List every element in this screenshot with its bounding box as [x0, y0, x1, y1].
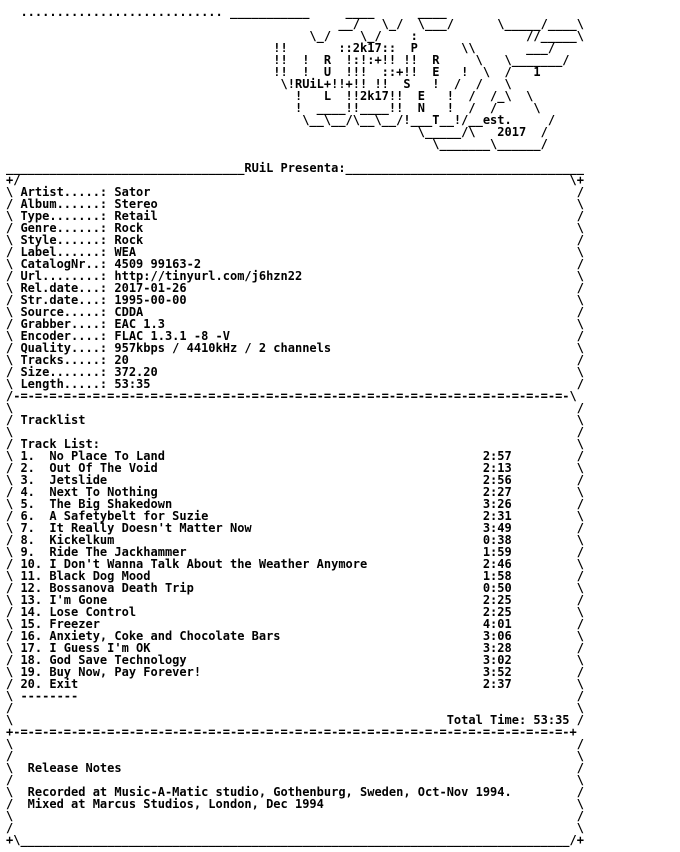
track-row: \ 5. The Big Shakedown 3:26 /	[6, 497, 584, 511]
border-line: / \	[6, 821, 584, 835]
track-row: / 20. Exit 2:37 \	[6, 677, 584, 691]
info-artist: \ Artist.....: Sator /	[6, 185, 584, 199]
border-line: \ -------- /	[6, 689, 584, 703]
ascii-line: !! ! U !!! ::+!! E ! \ / 1	[6, 65, 541, 79]
tracklist-heading: / Tracklist \	[6, 413, 584, 427]
info-source: \ Source.....: CDDA /	[6, 305, 584, 319]
track-row: \ 17. I Guess I'm OK 3:28 /	[6, 641, 584, 655]
nfo-document	[6, 6, 584, 846]
ascii-line: \_____/\ 2017 /	[6, 125, 548, 139]
total-time: \ Total Time: 53:35 /	[6, 713, 584, 727]
track-list-label: / Track List: \	[6, 437, 584, 451]
info-encoder: \ Encoder....: FLAC 1.3.1 -8 -V /	[6, 329, 584, 343]
track-row: / 14. Lose Control 2:25 \	[6, 605, 584, 619]
track-row: / 10. I Don't Wanna Talk About the Weather Anymore 2:46 \	[6, 557, 584, 571]
info-type: \ Type.......: Retail /	[6, 209, 584, 223]
ascii-line: !! ! R !:!:+!! !! R \ \_______/	[6, 53, 570, 67]
border-line: +/ \+	[6, 173, 584, 187]
track-row: \ 11. Black Dog Mood 1:58 /	[6, 569, 584, 583]
border-line: \ /	[6, 401, 584, 415]
border-line: \ /	[6, 809, 584, 823]
info-catalog: \ CatalogNr..: 4509 99163-2 /	[6, 257, 584, 271]
ascii-line: !! ::2k17:: P \\ ___/	[6, 41, 556, 55]
info-tracks: \ Tracks.....: 20 /	[6, 353, 584, 367]
ascii-line: \_______\______/	[6, 137, 548, 151]
border-line: / \	[6, 701, 584, 715]
track-row: / 12. Bossanova Death Trip 0:50 \	[6, 581, 584, 595]
track-row: \ 3. Jetslide 2:56 /	[6, 473, 584, 487]
track-row: \ 9. Ride The Jackhammer 1:59 /	[6, 545, 584, 559]
info-length: \ Length.....: 53:35 /	[6, 377, 584, 391]
border-line: +\____________________________________________________________________________/+	[6, 833, 584, 847]
info-url: / Url........: http://tinyurl.com/j6hzn22 \	[6, 269, 584, 283]
info-size: / Size.......: 372.20 \	[6, 365, 584, 379]
track-row: \ 7. It Really Doesn't Matter Now 3:49 /	[6, 521, 584, 535]
track-row: / 2. Out Of The Void 2:13 \	[6, 461, 584, 475]
info-quality: / Quality....: 957kbps / 4410kHz / 2 channels \	[6, 341, 584, 355]
divider: /-=-=-=-=-=-=-=-=-=-=-=-=-=-=-=-=-=-=-=-=-=-=-=-=-=-=-=-=-=-=-=-=-=-=-=-=-=-=-\	[6, 389, 577, 403]
section-header: _________________________________RUiL Presenta:_________________________________	[6, 161, 584, 175]
info-label: / Label......: WEA \	[6, 245, 584, 259]
ascii-line: __/ \_/ \___/ \_____/____\	[6, 17, 584, 31]
track-row: / 6. A Safetybelt for Suzie 2:31 \	[6, 509, 584, 523]
ascii-line: ! ____!!____!! N ! / / \	[6, 101, 541, 115]
ascii-line: \_/ \_/ : //_____\	[6, 29, 584, 43]
track-row: / 16. Anxiety, Coke and Chocolate Bars 3:06 \	[6, 629, 584, 643]
info-album: / Album......: Stereo \	[6, 197, 584, 211]
info-genre: / Genre......: Rock \	[6, 221, 584, 235]
info-rel-date: \ Rel.date...: 2017-01-26 /	[6, 281, 584, 295]
border-line: \ /	[6, 425, 584, 439]
ascii-line: ! L !!2k17!! E ! / /_\ \	[6, 89, 534, 103]
track-row: / 8. Kickelkum 0:38 \	[6, 533, 584, 547]
ascii-line: ............................ ___________ ____ ____	[6, 5, 498, 19]
track-row: \ 13. I'm Gone 2:25 /	[6, 593, 584, 607]
border-line: / \	[6, 773, 584, 787]
track-row: \ 1. No Place To Land 2:57 /	[6, 449, 584, 463]
border-line: / \	[6, 749, 584, 763]
track-row: \ 19. Buy Now, Pay Forever! 3:52 /	[6, 665, 584, 679]
info-grabber: / Grabber....: EAC 1.3 \	[6, 317, 584, 331]
info-str-date: / Str.date...: 1995-00-00 \	[6, 293, 584, 307]
info-style: \ Style......: Rock /	[6, 233, 584, 247]
release-note: \ Recorded at Music-A-Matic studio, Gothenburg, Sweden, Oct-Nov 1994. /	[6, 785, 584, 799]
track-row: \ 15. Freezer 4:01 /	[6, 617, 584, 631]
track-row: / 4. Next To Nothing 2:27 \	[6, 485, 584, 499]
release-notes-heading: \ Release Notes /	[6, 761, 584, 775]
ascii-line: \__\__/\__\__/!___T__!/__est. /	[6, 113, 556, 127]
release-note: / Mixed at Marcus Studios, London, Dec 1994 \	[6, 797, 584, 811]
divider: +-=-=-=-=-=-=-=-=-=-=-=-=-=-=-=-=-=-=-=-=-=-=-=-=-=-=-=-=-=-=-=-=-=-=-=-=-=-=-+	[6, 725, 577, 739]
border-line: \ /	[6, 737, 584, 751]
ascii-line: \!RUiL+!!+!! !! S ! / / \	[6, 77, 512, 91]
track-row: / 18. God Save Technology 3:02 \	[6, 653, 584, 667]
